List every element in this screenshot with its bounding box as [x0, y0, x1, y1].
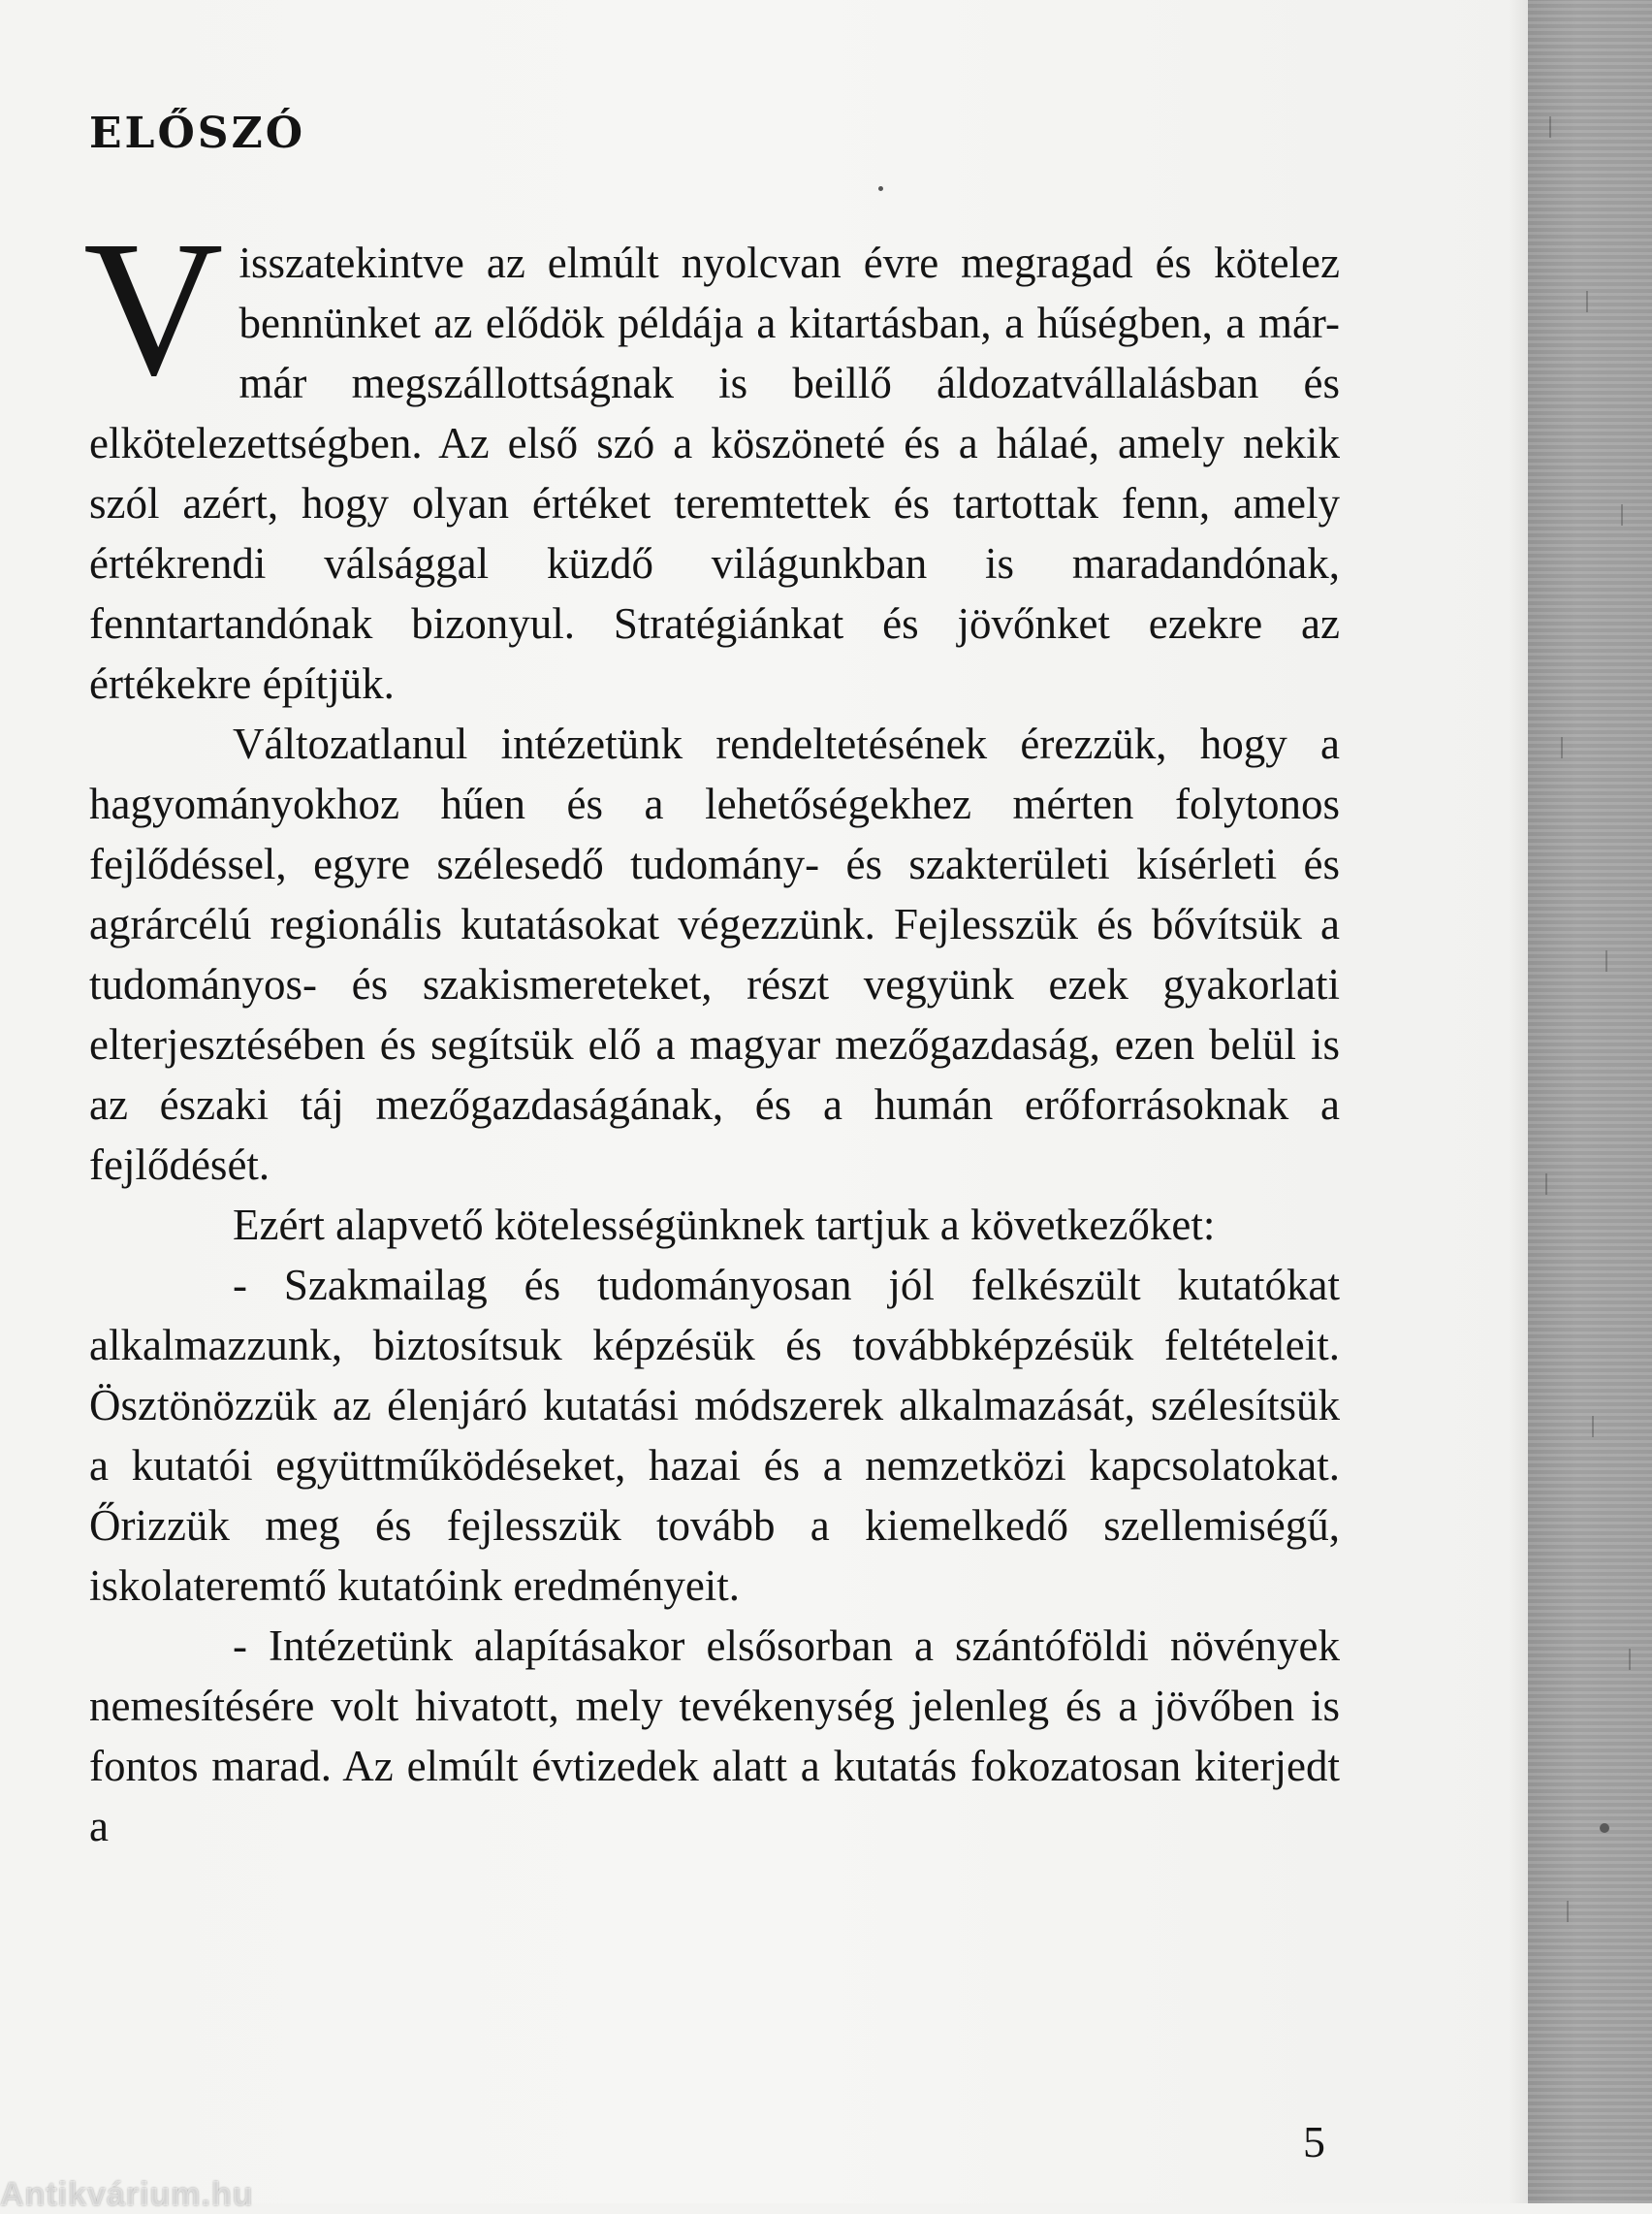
bleed-mark — [1567, 1901, 1569, 1922]
paragraph-3: Ezért alapvető kötelességünknek tartjuk a következőket: — [233, 1201, 1216, 1249]
paragraph-1-text: isszatekintve az elmúlt nyolcvan évre megragad és kötelez bennünket az elődök példája a kitartásban, a hűségben, a már-már megszállottságnak is beillő áldozatvállalásban és elkötelezettségben. Az első szó a köszöneté és a hálaé, amely nekik szól azért, hogy olyan értéket teremtettek és tartottak fenn, amely értékrendi válsággal küzdő világunkban is maradandónak, fenntartandónak bizonyul. Stratégiánkat és jövőnket ezekre az értékekre építjük. — [89, 239, 1340, 708]
paragraph-2: Változatlanul intézetünk rendeltetésének érezzük, hogy a hagyományokhoz hűen és a lehetőségekhez mérten folytonos fejlődéssel, egyre szélesedő tudomány- és szakterületi kísérleti és agrárcélú regionális kutatásokat végezzünk. Fejlesszük és bővítsük a tudományos- és szakismereteket, részt vegyünk ezek gyakorlati elterjesztésében és segítsük elő a magyar mezőgazdaság, ezen belül is az északi táj mezőgazdaságának, és a humán erőforrásoknak a fejlődését. — [89, 720, 1340, 1189]
page-gutter-shadow — [1509, 0, 1528, 2203]
drop-cap: V — [83, 202, 224, 416]
preface-body — [83, 202, 1340, 1856]
bleed-mark — [1586, 291, 1588, 312]
bleed-mark — [1629, 1649, 1631, 1670]
bleed-mark — [1621, 504, 1623, 526]
bleed-mark — [1549, 116, 1551, 138]
adjacent-page-edge — [1528, 0, 1652, 2203]
page-number: 5 — [1303, 2117, 1325, 2166]
bleed-mark — [1592, 1416, 1594, 1437]
speck-mark — [1600, 1823, 1609, 1833]
paragraph-5: - Intézetünk alapításakor elsősorban a szántóföldi növények nemesítésére volt hivatott, mely tevékenység jelenleg és a jövőben is fontos marad. Az elmúlt évtizedek alatt a kutatás fokozatosan kiterjedt a — [89, 1621, 1340, 1850]
paragraph-1 — [83, 202, 1340, 714]
speck-mark — [878, 186, 883, 191]
bleed-mark — [1605, 950, 1607, 972]
watermark-text: Antikvárium.hu — [0, 2176, 254, 2213]
page-heading: ELŐSZÓ — [89, 109, 306, 158]
bleed-mark — [1561, 737, 1563, 758]
bleed-mark — [1545, 1173, 1547, 1195]
paragraph-4: - Szakmailag és tudományosan jól felkészült kutatókat alkalmazzunk, biztosítsuk képzésük és továbbképzésük feltételeit. Ösztönözzük az élenjáró kutatási módszerek alkalmazását, szélesítsük a kutatói együttműködéseket, hazai és a nemzetközi kapcsolatokat. Őrizzük meg és fejlesszük tovább a kiemelkedő szellemiségű, iskolateremtő kutatóink eredményeit. — [89, 1261, 1340, 1610]
